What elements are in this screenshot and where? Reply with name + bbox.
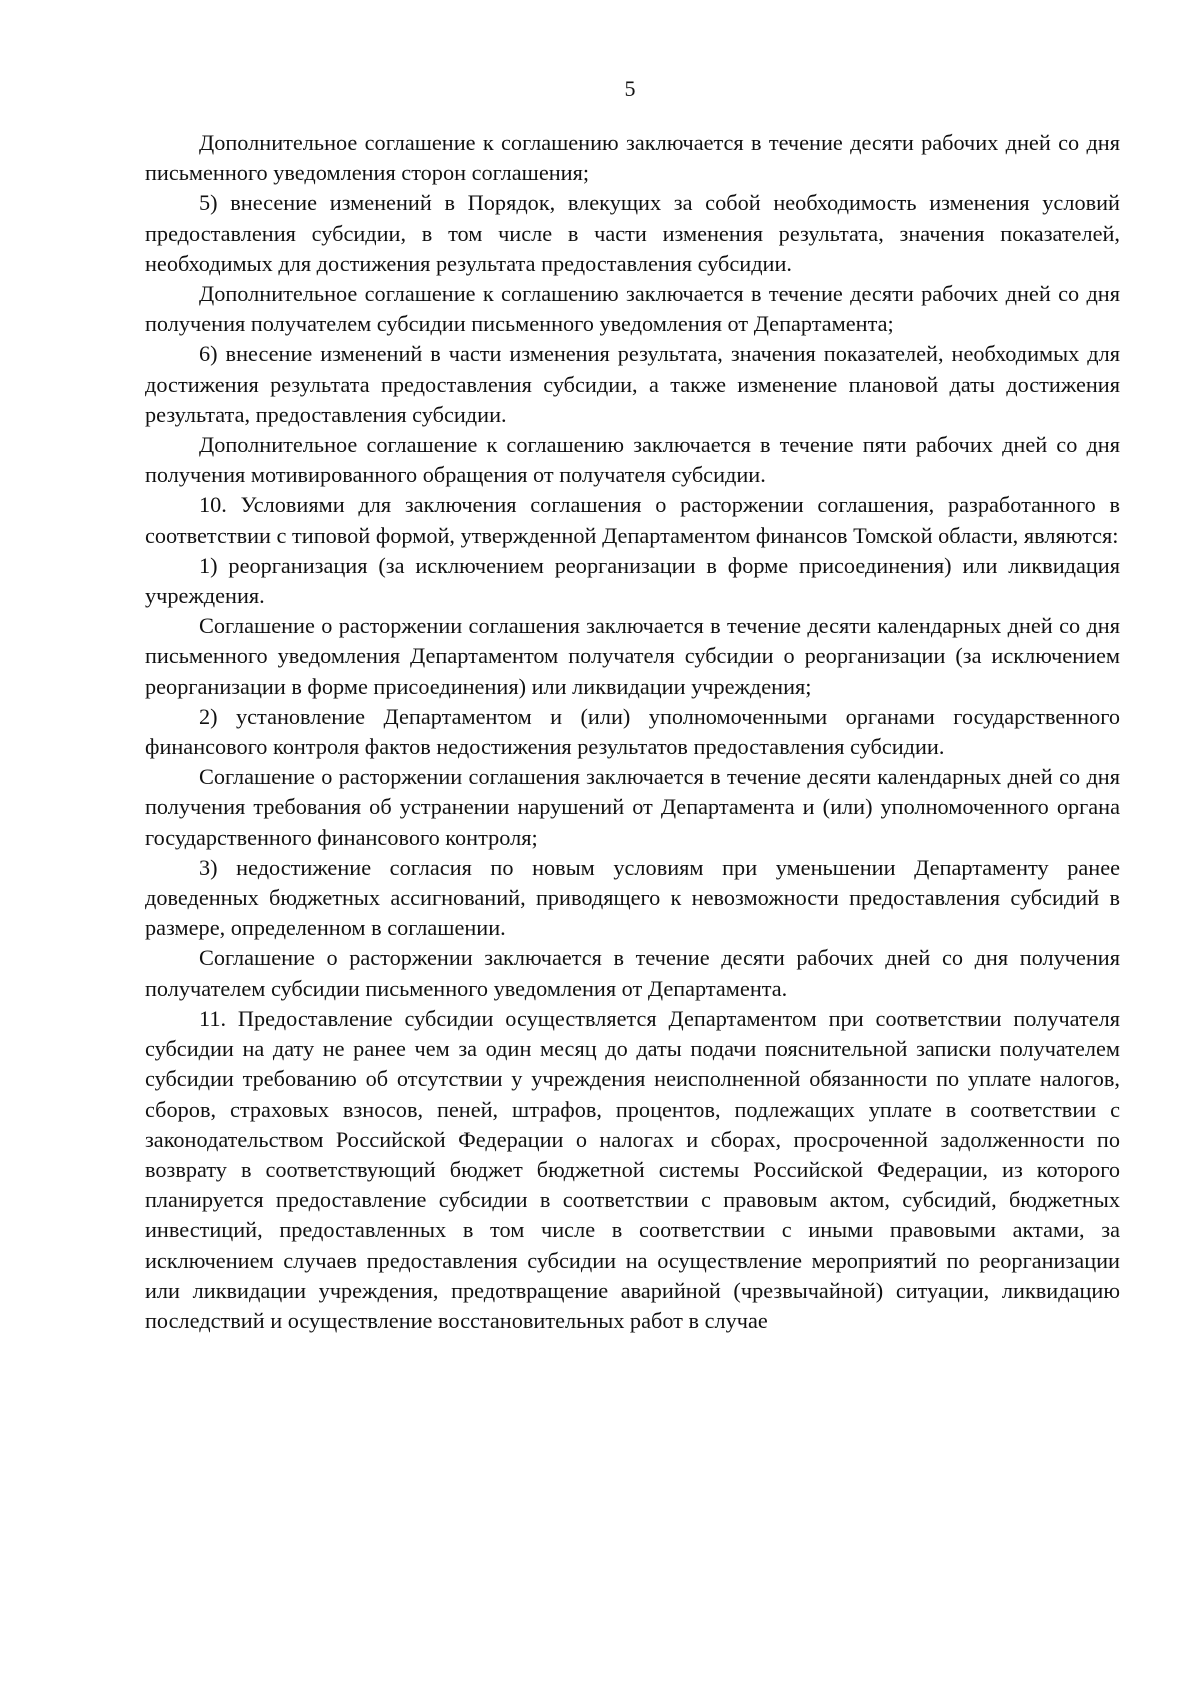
- paragraph-10: Соглашение о расторжении соглашения заключается в течение десяти календарных дней со дня получения требования об устранении нарушений от Департамента и (или) уполномоченного органа государственного финансового контроля;: [145, 764, 1120, 850]
- document-body: [145, 128, 1120, 1336]
- page-number: 5: [624, 76, 636, 101]
- paragraph-1: Дополнительное соглашение к соглашению заключается в течение десяти рабочих дней со дня письменного уведомления сторон соглашения;: [145, 130, 1120, 186]
- paragraph-9: 2) установление Департаментом и (или) уполномоченными органами государственного финансового контроля фактов недостижения результатов предоставления субсидии.: [145, 703, 1120, 760]
- paragraph-4: 6) внесение изменений в части изменения результата, значения показателей, необходимых для достижения результата предоставления субсидии, а также изменение плановой даты достижения результата, предоставления субсидии.: [145, 341, 1120, 427]
- paragraph-6: 10. Условиями для заключения соглашения о расторжении соглашения, разработанного в соответствии с типовой формой, утвержденной Департаментом финансов Томской области, являются:: [145, 492, 1120, 548]
- paragraph-8: Соглашение о расторжении соглашения заключается в течение десяти календарных дней со дня письменного уведомления Департаментом получателя субсидии о реорганизации (за исключением реорганизации в форме присоединения) или ликвидации учреждения;: [145, 613, 1120, 699]
- paragraph-13: 11. Предоставление субсидии осуществляется Департаментом при соответствии получателя субсидии на дату не ранее чем за один месяц до даты подачи пояснительной записки получателем субсидии требованию об отсутствии у учреждения неисполненной обязанности по уплате налогов, сборов, страховых взносов, пеней, штрафов, процентов, подлежащих уплате в соответствии с законодательством Российской Федерации о налогах и сборах, просроченной задолженности по возврату в соответствующий бюджет бюджетной системы Российской Федерации, из которого планируется предоставление субсидии в соответствии с правовым актом, субсидий, бюджетных инвестиций, предоставленных в том числе в соответствии с иными правовыми актами, за исключением случаев предоставления субсидии на осуществление мероприятий по реорганизации или ликвидации учреждения, предотвращение аварийной (чрезвычайной) ситуации, ликвидацию последствий и осуществление восстановительных работ в случае: [145, 1005, 1120, 1333]
- paragraph-5: Дополнительное соглашение к соглашению заключается в течение пяти рабочих дней со дня получения мотивированного обращения от получателя субсидии.: [145, 432, 1120, 488]
- paragraph-11: 3) недостижение согласия по новым условиям при уменьшении Департаменту ранее доведенных бюджетных ассигнований, приводящего к невозможности предоставления субсидий в размере, определенном в соглашении.: [145, 854, 1120, 941]
- paragraph-7: 1) реорганизация (за исключением реорганизации в форме присоединения) или ликвидация учреждения.: [145, 552, 1120, 609]
- paragraph-12: Соглашение о расторжении заключается в течение десяти рабочих дней со дня получения получателем субсидии письменного уведомления от Департамента.: [145, 945, 1120, 1001]
- paragraph-2: 5) внесение изменений в Порядок, влекущих за собой необходимость изменения условий предоставления субсидии, в том числе в части изменения результата, значения показателей, необходимых для достижения результата предоставления субсидии.: [145, 190, 1120, 276]
- paragraph-3: Дополнительное соглашение к соглашению заключается в течение десяти рабочих дней со дня получения получателем субсидии письменного уведомления от Департамента;: [145, 281, 1120, 337]
